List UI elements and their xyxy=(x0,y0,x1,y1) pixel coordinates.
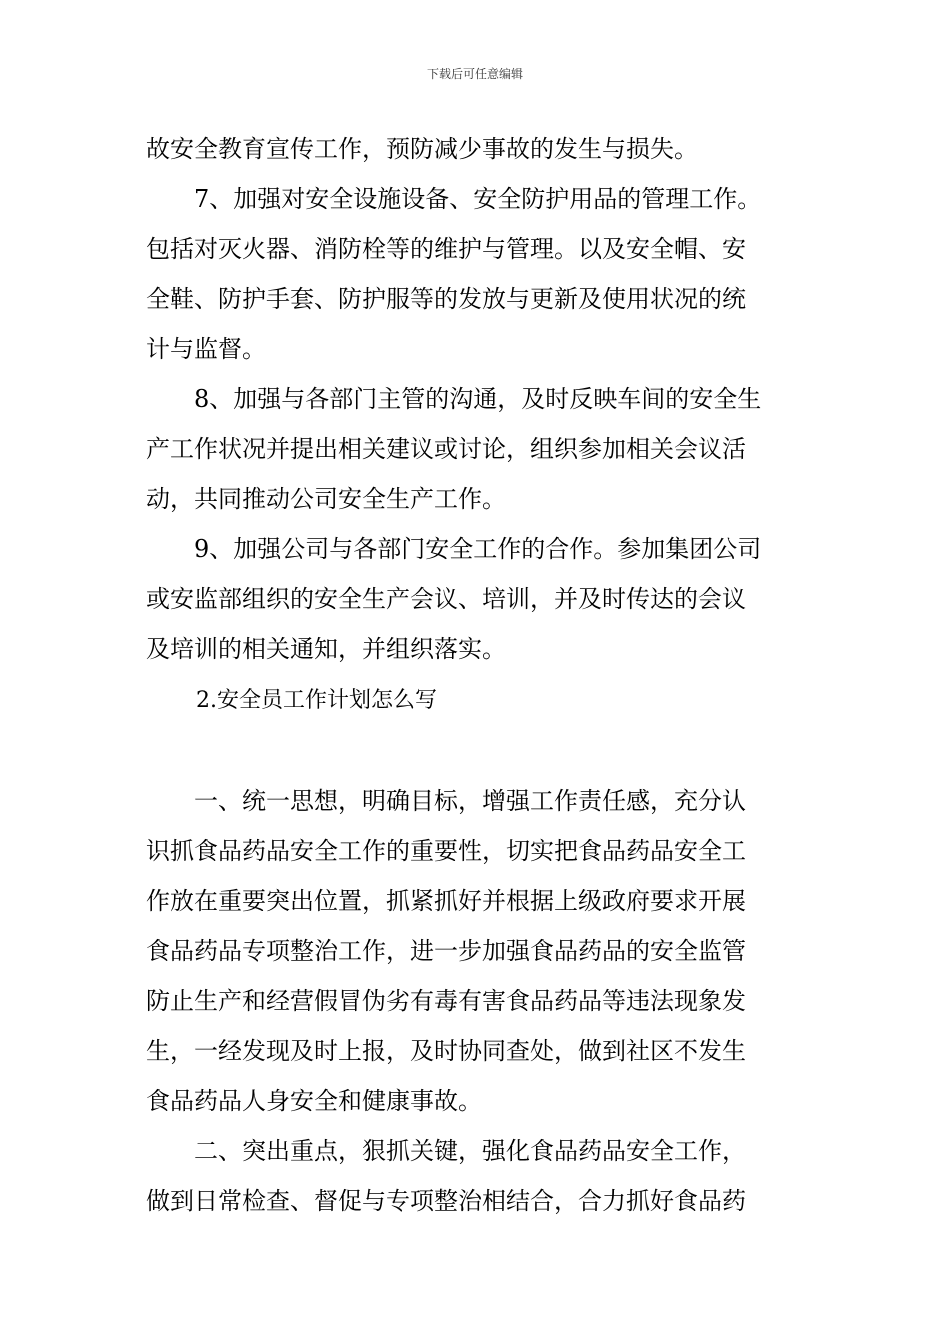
section-heading: 2.安全员工作计划怎么写 xyxy=(196,688,437,713)
body-line: 食品药品专项整治工作，进一步加强食品药品的安全监管 xyxy=(146,937,746,965)
page-header-note: 下载后可任意编辑 xyxy=(426,67,523,81)
body-line: 计与监督。 xyxy=(146,335,266,363)
body-line: 9、加强公司与各部门安全工作的合作。参加集团公司 xyxy=(146,535,762,563)
body-line: 8、加强与各部门主管的沟通，及时反映车间的安全生 xyxy=(146,385,762,413)
body-line: 防止生产和经营假冒伪劣有毒有害食品药品等违法现象发 xyxy=(146,987,746,1015)
body-line: 作放在重要突出位置，抓紧抓好并根据上级政府要求开展 xyxy=(146,887,746,915)
body-line: 生，一经发现及时上报，及时协同查处，做到社区不发生 xyxy=(146,1037,746,1065)
body-line: 做到日常检查、督促与专项整治相结合，合力抓好食品药 xyxy=(146,1187,746,1215)
body-line: 及培训的相关通知，并组织落实。 xyxy=(146,635,506,663)
body-line: 食品药品人身安全和健康事故。 xyxy=(146,1087,482,1115)
body-line: 或安监部组织的安全生产会议、培训，并及时传达的会议 xyxy=(146,585,746,613)
body-line: 一、统一思想，明确目标，增强工作责任感，充分认 xyxy=(146,787,746,815)
body-line: 二、突出重点，狠抓关键，强化食品药品安全工作， xyxy=(146,1137,746,1165)
body-line: 全鞋、防护手套、防护服等的发放与更新及使用状况的统 xyxy=(146,285,746,313)
body-line: 动，共同推动公司安全生产工作。 xyxy=(146,485,506,513)
body-line: 识抓食品药品安全工作的重要性，切实把食品药品安全工 xyxy=(146,837,746,865)
body-line: 产工作状况并提出相关建议或讨论，组织参加相关会议活 xyxy=(146,435,746,463)
body-line: 7、加强对安全设施设备、安全防护用品的管理工作。 xyxy=(146,185,762,213)
body-line: 故安全教育宣传工作，预防减少事故的发生与损失。 xyxy=(146,135,698,163)
body-line: 包括对灭火器、消防栓等的维护与管理。以及安全帽、安 xyxy=(146,235,746,263)
